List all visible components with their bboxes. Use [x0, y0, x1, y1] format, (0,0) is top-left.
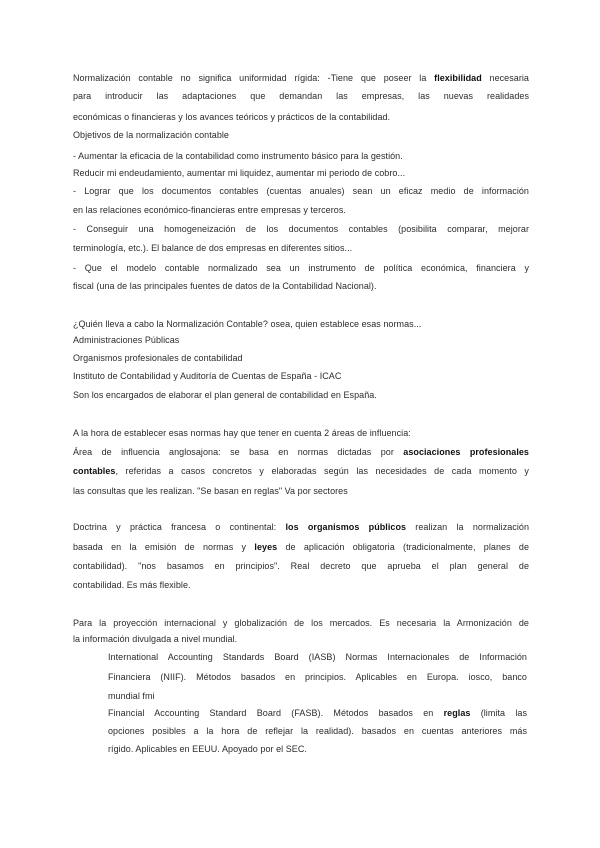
text-line: la información divulgada a nivel mundial. — [73, 634, 238, 644]
text-line: Área de influencia anglosajona: se basa en normas dictadas por asociaciones profesionales — [73, 447, 529, 457]
text-line: contables, referidas a casos concretos y elaboradas según las necesidades de cada momento y — [73, 466, 529, 476]
list-item: - Conseguir una homogeneización de los documentos contables (posibilita comparar, mejorar — [73, 224, 529, 234]
text-line: fiscal (una de las principales fuentes de datos de la Contabilidad Nacional). — [73, 281, 377, 291]
text-line: Administraciones Públicas — [73, 335, 180, 345]
list-item: - Aumentar la eficacia de la contabilidad como instrumento básico para la gestión. — [73, 151, 403, 161]
text-line: Doctrina y práctica francesa o continental: los organismos públicos realizan la normalización — [73, 522, 530, 532]
text-line: Organismos profesionales de contabilidad — [73, 353, 243, 363]
text-line: para introducir las adaptaciones que demandan las empresas, las nuevas realidades — [73, 91, 529, 101]
list-item: - Que el modelo contable normalizado sea un instrumento de política económica, financiera y — [73, 263, 529, 273]
text-line: económicas o financieras y los avances teóricos y prácticos de la contabilidad. — [73, 112, 391, 122]
text-line: Son los encargados de elaborar el plan general de contabilidad en España. — [73, 390, 377, 400]
section-heading: Objetivos de la normalización contable — [73, 130, 229, 140]
text-line: International Accounting Standards Board (IASB) Normas Internacionales de Información — [108, 652, 527, 662]
text-line: A la hora de establecer esas normas hay que tener en cuenta 2 áreas de influencia: — [73, 428, 411, 438]
text-line: Financiera (NIIF). Métodos basados en principios. Aplicables en Europa. iosco, banco — [108, 672, 527, 682]
list-item: - Lograr que los documentos contables (cuentas anuales) sean un eficaz medio de información — [73, 186, 529, 196]
bold-term: flexibilidad — [434, 73, 482, 83]
bold-term: reglas — [443, 708, 471, 718]
text-line: Financial Accounting Standard Board (FASB). Métodos basados en reglas (limita las — [108, 708, 527, 718]
text-line: contabilidad. Es más flexible. — [73, 580, 191, 590]
text-line: rígido. Aplicables en EEUU. Apoyado por el SEC. — [108, 744, 307, 754]
text-line: mundial fmi — [108, 691, 155, 701]
text-line: las consultas que les realizan. "Se basan en reglas" Va por sectores — [73, 486, 348, 496]
bold-term: asociaciones profesionales — [403, 447, 529, 457]
text-line: basada en la emisión de normas y leyes de aplicación obligatoria (tradicionalmente, planes de — [73, 542, 529, 552]
text-line: opciones posibles a la hora de reflejar la realidad). basados en cuentas anteriores más — [108, 726, 527, 736]
bold-term: los organismos públicos — [285, 522, 407, 532]
text-line: Normalización contable no significa uniformidad rígida: -Tiene que poseer la flexibilidad necesaria — [73, 73, 529, 83]
text-line: Instituto de Contabilidad y Auditoría de Cuentas de España - ICAC — [73, 371, 342, 381]
text-line: Reducir mi endeudamiento, aumentar mi liquidez, aumentar mi periodo de cobro... — [73, 168, 406, 178]
bold-term: leyes — [254, 542, 278, 552]
text-line: Para la proyección internacional y globalización de los mercados. Es necesaria la Armonización de — [73, 618, 529, 628]
question-line: ¿Quién lleva a cabo la Normalización Contable? osea, quien establece esas normas... — [73, 319, 422, 329]
text-line: en las relaciones económico-financieras entre empresas y terceros. — [73, 205, 346, 215]
text-line: contabilidad). "nos basamos en principios". Real decreto que aprueba el plan general de — [73, 561, 529, 571]
bold-term: contables — [73, 466, 116, 476]
text-line: terminología, etc.). El balance de dos empresas en diferentes sitios... — [73, 243, 353, 253]
